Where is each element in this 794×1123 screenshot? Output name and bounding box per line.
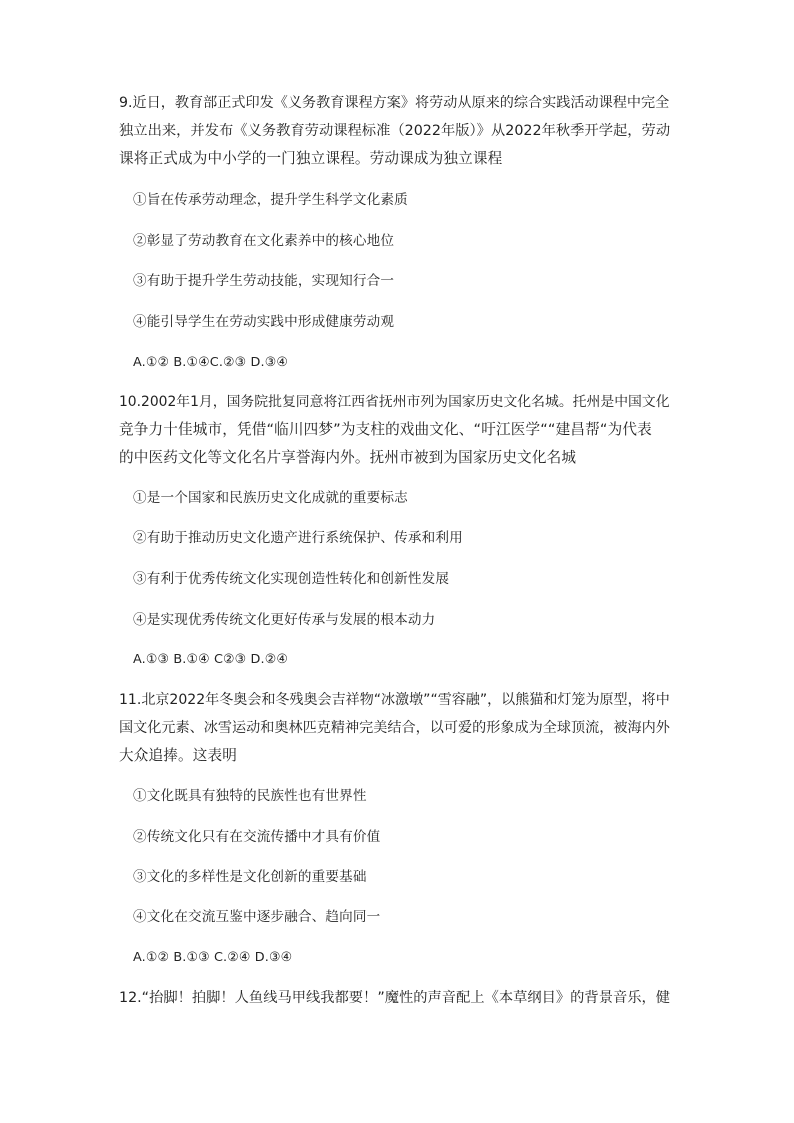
question-11-stem-line-3: 大众追捧。这表明 bbox=[119, 747, 237, 764]
question-10-option-2: ②有助于推动历史文化遗产进行系统保护、传承和利用 bbox=[133, 530, 463, 546]
question-11-stem-line-1: 11.北京2022年冬奥会和冬残奥会吉祥物“冰激墩”“雪容融”，以熊猫和灯笼为原型，将中 bbox=[119, 692, 670, 708]
question-10-stem-line-3: 的中医药文化等文化名片享誉海内外。抚州市被到为国家历史文化名城 bbox=[119, 449, 577, 466]
question-11-option-2: ②传统文化只有在交流传播中才具有价值 bbox=[133, 829, 381, 845]
question-10-option-1: ①是一个国家和民族历史文化成就的重要标志 bbox=[133, 490, 408, 506]
question-9-option-4: ④能引导学生在劳动实践中形成健康劳动观 bbox=[133, 314, 395, 330]
question-10-option-3: ③有利于优秀传统文化实现创造性转化和创新性发展 bbox=[133, 571, 450, 587]
question-11-option-3: ③文化的多样性是文化创新的重要基础 bbox=[133, 869, 367, 885]
question-9-answer-choices: A.①② B.①④C.②③ D.③④ bbox=[133, 355, 288, 370]
question-10-stem-line-2: 竞争力十佳城市，凭借“临川四梦”为支柱的戏曲文化、“吁江医学““建昌帮“为代表 bbox=[119, 421, 652, 438]
question-10-stem-line-1: 10.2002年1月，国务院批复同意将江西省抚州市列为国家历史文化名城。托州是中国文化 bbox=[119, 394, 670, 410]
question-11-option-1: ①文化既具有独特的民族性也有世界性 bbox=[133, 788, 367, 804]
question-9-option-1: ①旨在传承劳动理念，提升学生科学文化素质 bbox=[133, 192, 408, 208]
question-9-stem-line-2: 独立出来，并发布《义务教育劳动课程标准（2022年版）》从2022年秋季开学起，劳动 bbox=[119, 123, 671, 139]
question-11-option-4: ④文化在交流互鉴中逐步融合、趋向同一 bbox=[133, 909, 381, 925]
question-9-option-2: ②彰显了劳动教育在文化素养中的核心地位 bbox=[133, 233, 395, 249]
question-9-stem-line-3: 课将正式成为中小学的一门独立课程。劳动课成为独立课程 bbox=[119, 150, 503, 167]
question-11-stem-line-2: 国文化元素、冰雪运动和奥林匹克精神完美结合，以可爱的形象成为全球顶流，被海内外 bbox=[119, 720, 670, 736]
question-9-option-3: ③有助于提升学生劳动技能，实现知行合一 bbox=[133, 273, 395, 289]
question-11-answer-choices: A.①② B.①③ C.②④ D.③④ bbox=[133, 950, 293, 965]
question-10-answer-choices: A.①③ B.①④ C②③ D.②④ bbox=[133, 652, 288, 667]
question-10-option-4: ④是实现优秀传统文化更好传承与发展的根本动力 bbox=[133, 612, 436, 628]
question-9-stem-line-1: 9.近日，教育部正式印发《义务教育课程方案》将劳动从原来的综合实践活动课程中完全 bbox=[119, 95, 670, 111]
question-12-stem-line-1: 12.“抬脚！拍脚！人鱼线马甲线我都要！”魔性的声音配上《本草纲目》的背景音乐，健 bbox=[119, 990, 671, 1006]
